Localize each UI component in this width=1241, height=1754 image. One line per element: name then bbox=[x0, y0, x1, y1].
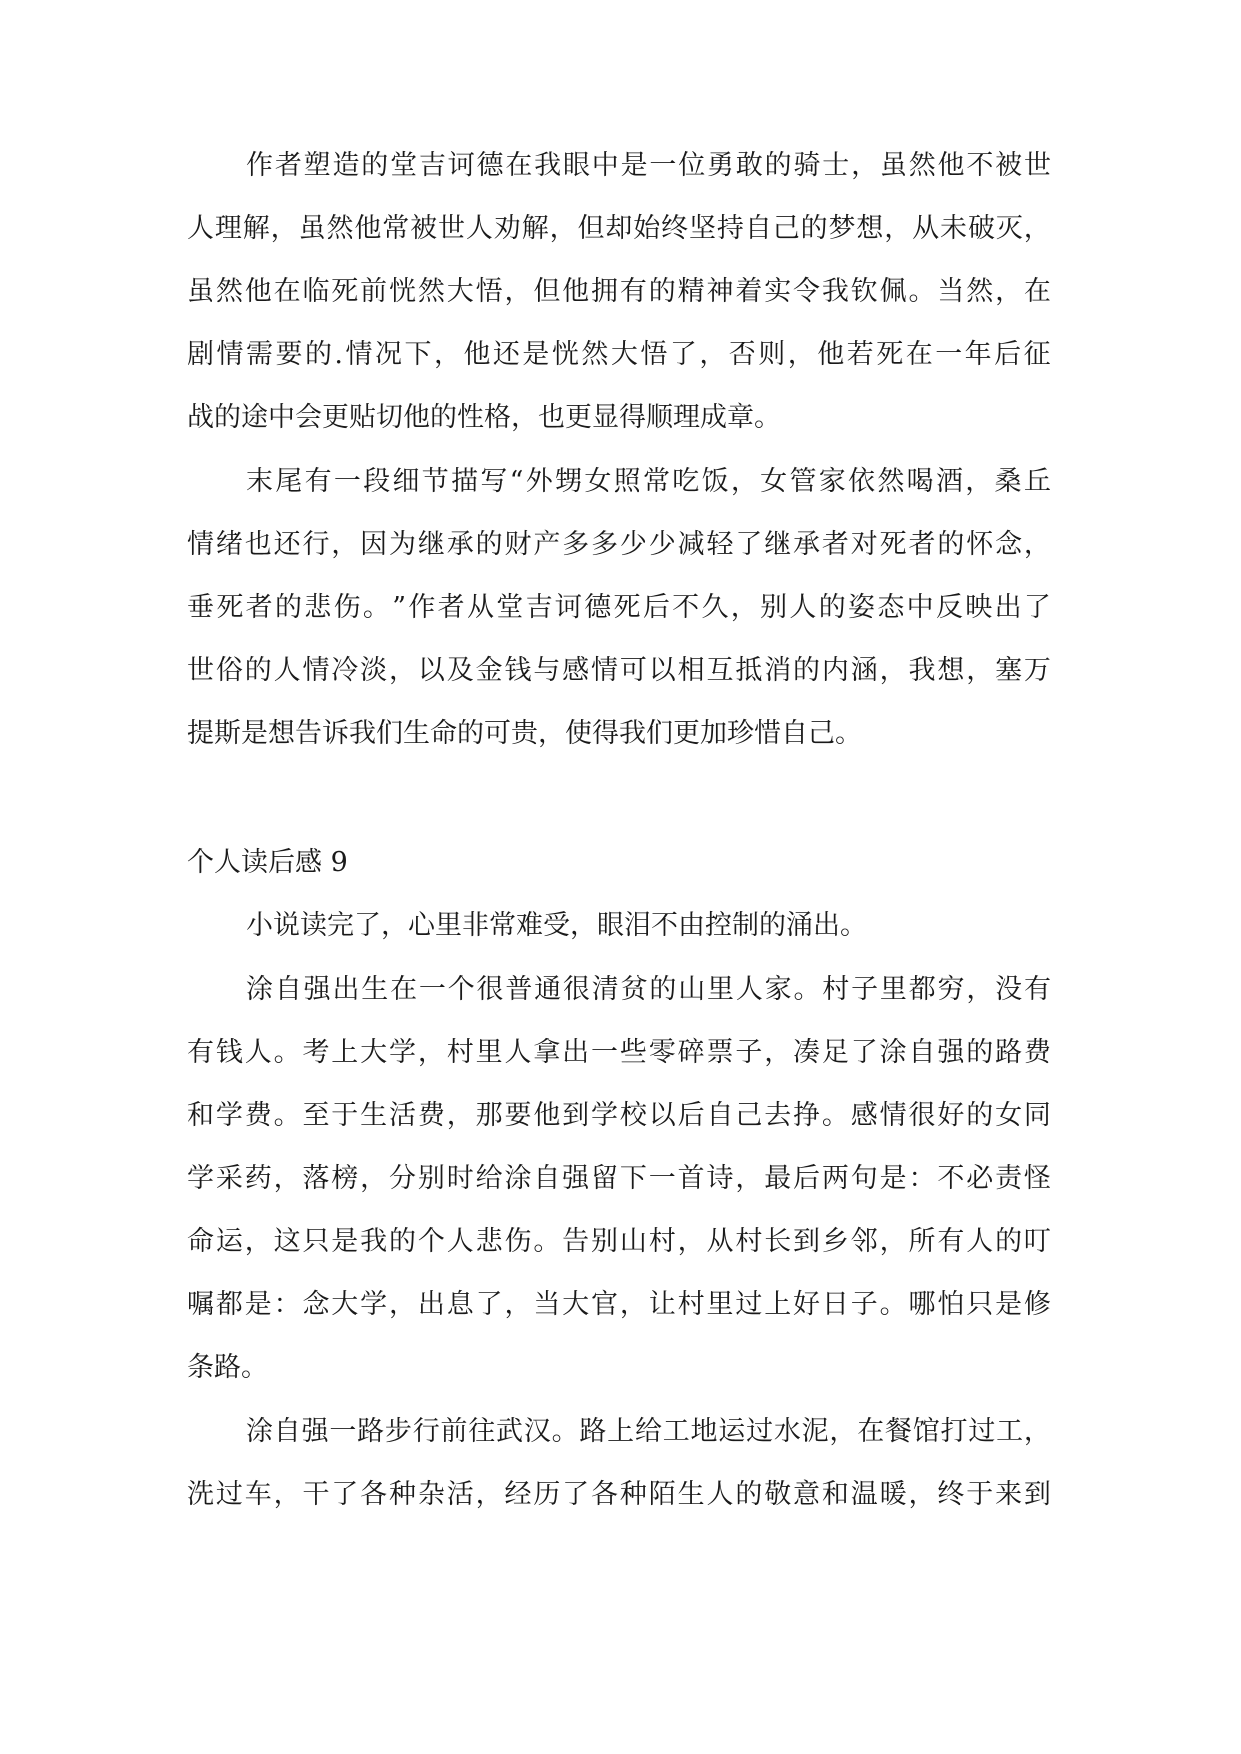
paragraph-4-line-2: 有 钱 人 。 考 上 大 学 ， 村 里 人 拿 出 一 些 零 碎 票 子 ， 凑 足 了 涂 自 强 的 路 费 bbox=[187, 1037, 1051, 1068]
paragraph-5-line-1: 涂 自 强 一 路 步 行 前 往 武 汉 。 路 上 给 工 地 运 过 水 泥 ， 在 餐 馆 打 过 工 ， bbox=[246, 1416, 1051, 1447]
paragraph-1-line-1: 作 者 塑 造 的 堂 吉 诃 德 在 我 眼 中 是 一 位 勇 敢 的 骑 士 ， 虽 然 他 不 被 世 bbox=[246, 150, 1051, 181]
paragraph-4-line-1: 涂 自 强 出 生 在 一 个 很 普 通 很 清 贫 的 山 里 人 家 。 村 子 里 都 穷 ， 没 有 bbox=[246, 974, 1051, 1005]
paragraph-3-line-1: 小说读完了，心里非常难受，眼泪不由控制的涌出。 bbox=[246, 910, 867, 941]
paragraph-4-line-7: 条路。 bbox=[187, 1352, 268, 1383]
paragraph-1-line-5: 战的途中会更贴切他的性格，也更显得顺理成章。 bbox=[187, 402, 781, 433]
paragraph-1-line-4: 剧 情 需 要 的 . 情 况 下 ， 他 还 是 恍 然 大 悟 了 ， 否 则 ， 他 若 死 在 一 年 后 征 bbox=[187, 339, 1051, 370]
paragraph-2-line-5: 提斯是想告诉我们生命的可贵，使得我们更加珍惜自己。 bbox=[187, 718, 862, 749]
paragraph-4-line-3: 和 学 费 。 至 于 生 活 费 ， 那 要 他 到 学 校 以 后 自 己 去 挣 。 感 情 很 好 的 女 同 bbox=[187, 1100, 1051, 1131]
paragraph-1-line-3: 虽 然 他 在 临 死 前 恍 然 大 悟 ， 但 他 拥 有 的 精 神 着 实 令 我 钦 佩 。 当 然 ， 在 bbox=[187, 276, 1051, 307]
paragraph-2-line-3: 垂 死 者 的 悲 伤 。 ” 作 者 从 堂 吉 诃 德 死 后 不 久 ， 别 人 的 姿 态 中 反 映 出 了 bbox=[187, 592, 1051, 623]
paragraph-4-line-6: 嘱 都 是 ： 念 大 学 ， 出 息 了 ， 当 大 官 ， 让 村 里 过 上 好 日 子 。 哪 怕 只 是 修 bbox=[187, 1289, 1051, 1320]
paragraph-4-line-4: 学 采 药 ， 落 榜 ， 分 别 时 给 涂 自 强 留 下 一 首 诗 ， 最 后 两 句 是 ： 不 必 责 怪 bbox=[187, 1163, 1051, 1194]
paragraph-2-line-2: 情 绪 也 还 行 ， 因 为 继 承 的 财 产 多 多 少 少 减 轻 了 继 承 者 对 死 者 的 怀 念 ， bbox=[187, 529, 1051, 560]
paragraph-2-line-1: 末 尾 有 一 段 细 节 描 写 “ 外 甥 女 照 常 吃 饭 ， 女 管 家 依 然 喝 酒 ， 桑 丘 bbox=[246, 466, 1051, 497]
paragraph-5-line-2: 洗 过 车 ， 干 了 各 种 杂 活 ， 经 历 了 各 种 陌 生 人 的 敬 意 和 温 暖 ， 终 于 来 到 bbox=[187, 1479, 1051, 1510]
section-heading: 个人读后感 9 bbox=[187, 847, 348, 878]
paragraph-2-line-4: 世 俗 的 人 情 冷 淡 ， 以 及 金 钱 与 感 情 可 以 相 互 抵 消 的 内 涵 ， 我 想 ， 塞 万 bbox=[187, 655, 1051, 686]
paragraph-1-line-2: 人 理 解 ， 虽 然 他 常 被 世 人 劝 解 ， 但 却 始 终 坚 持 自 己 的 梦 想 ， 从 未 破 灭 ， bbox=[187, 213, 1051, 244]
paragraph-4-line-5: 命 运 ， 这 只 是 我 的 个 人 悲 伤 。 告 别 山 村 ， 从 村 长 到 乡 邻 ， 所 有 人 的 叮 bbox=[187, 1226, 1051, 1257]
